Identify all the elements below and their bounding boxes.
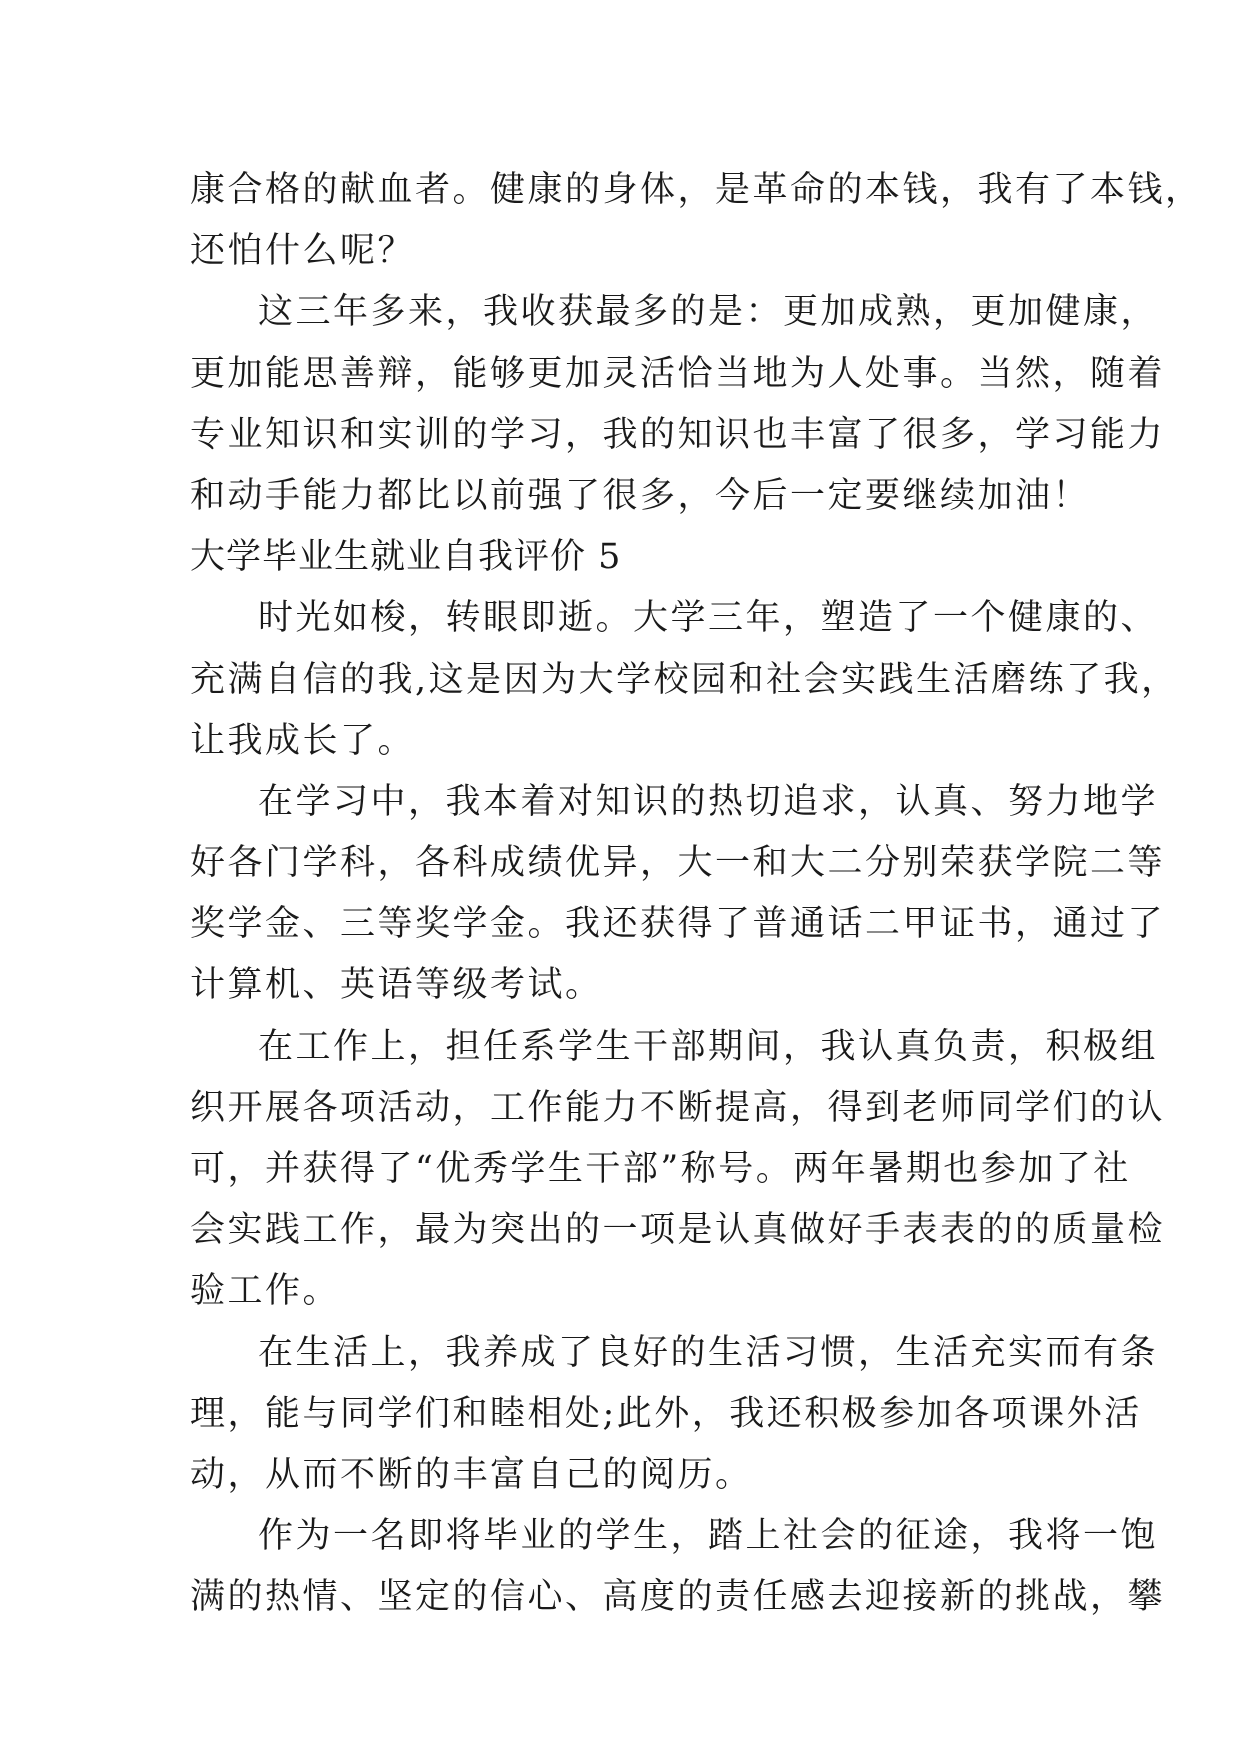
- text-line: 在工作上，担任系学生干部期间，我认真负责，积极组: [258, 1026, 1159, 1067]
- text-line: 还怕什么呢？: [190, 231, 416, 272]
- text-line: 在生活上，我养成了良好的生活习惯，生活充实而有条: [258, 1332, 1159, 1373]
- text-line: 专业知识和实训的学习，我的知识也丰富了很多，学习能力: [190, 414, 1166, 455]
- text-line: 满的热情、坚定的信心、高度的责任感去迎接新的挑战，攀: [190, 1577, 1166, 1618]
- section-heading: 大学毕业生就业自我评价 5: [190, 537, 622, 578]
- text-line: 动，从而不断的丰富自己的阅历。: [190, 1454, 753, 1495]
- text-line: 作为一名即将毕业的学生，踏上社会的征途，我将一饱: [258, 1516, 1159, 1557]
- text-line: 计算机、英语等级考试。: [190, 965, 603, 1006]
- text-line: 好各门学科，各科成绩优异，大一和大二分别荣获学院二等: [190, 843, 1166, 884]
- text-line: 康合格的献血者。健康的身体，是革命的本钱，我有了本钱，: [190, 170, 1203, 210]
- text-line: 让我成长了。: [190, 720, 416, 761]
- text-line: 会实践工作，最为突出的一项是认真做好手表表的的质量检: [190, 1210, 1166, 1251]
- document-body: [190, 160, 1203, 1629]
- text-line: 更加能思善辩，能够更加灵活恰当地为人处事。当然，随着: [190, 353, 1166, 394]
- text-line: 可，并获得了“优秀学生干部”称号。两年暑期也参加了社: [190, 1149, 1131, 1189]
- text-line: 在学习中，我本着对知识的热切追求，认真、努力地学: [258, 781, 1159, 822]
- text-line: 织开展各项活动，工作能力不断提高，得到老师同学们的认: [190, 1087, 1166, 1128]
- text-line: 充满自信的我,这是因为大学校园和社会实践生活磨练了我，: [190, 659, 1179, 700]
- text-line: 理，能与同学们和睦相处;此外，我还积极参加各项课外活: [190, 1393, 1142, 1434]
- text-line: 奖学金、三等奖学金。我还获得了普通话二甲证书，通过了: [190, 904, 1166, 945]
- text-line: 和动手能力都比以前强了很多，今后一定要继续加油！: [190, 475, 1091, 516]
- text-line: 时光如梭，转眼即逝。大学三年，塑造了一个健康的、: [258, 598, 1159, 639]
- text-line: 这三年多来，我收获最多的是：更加成熟，更加健康，: [258, 292, 1159, 333]
- text-line: 验工作。: [190, 1271, 341, 1312]
